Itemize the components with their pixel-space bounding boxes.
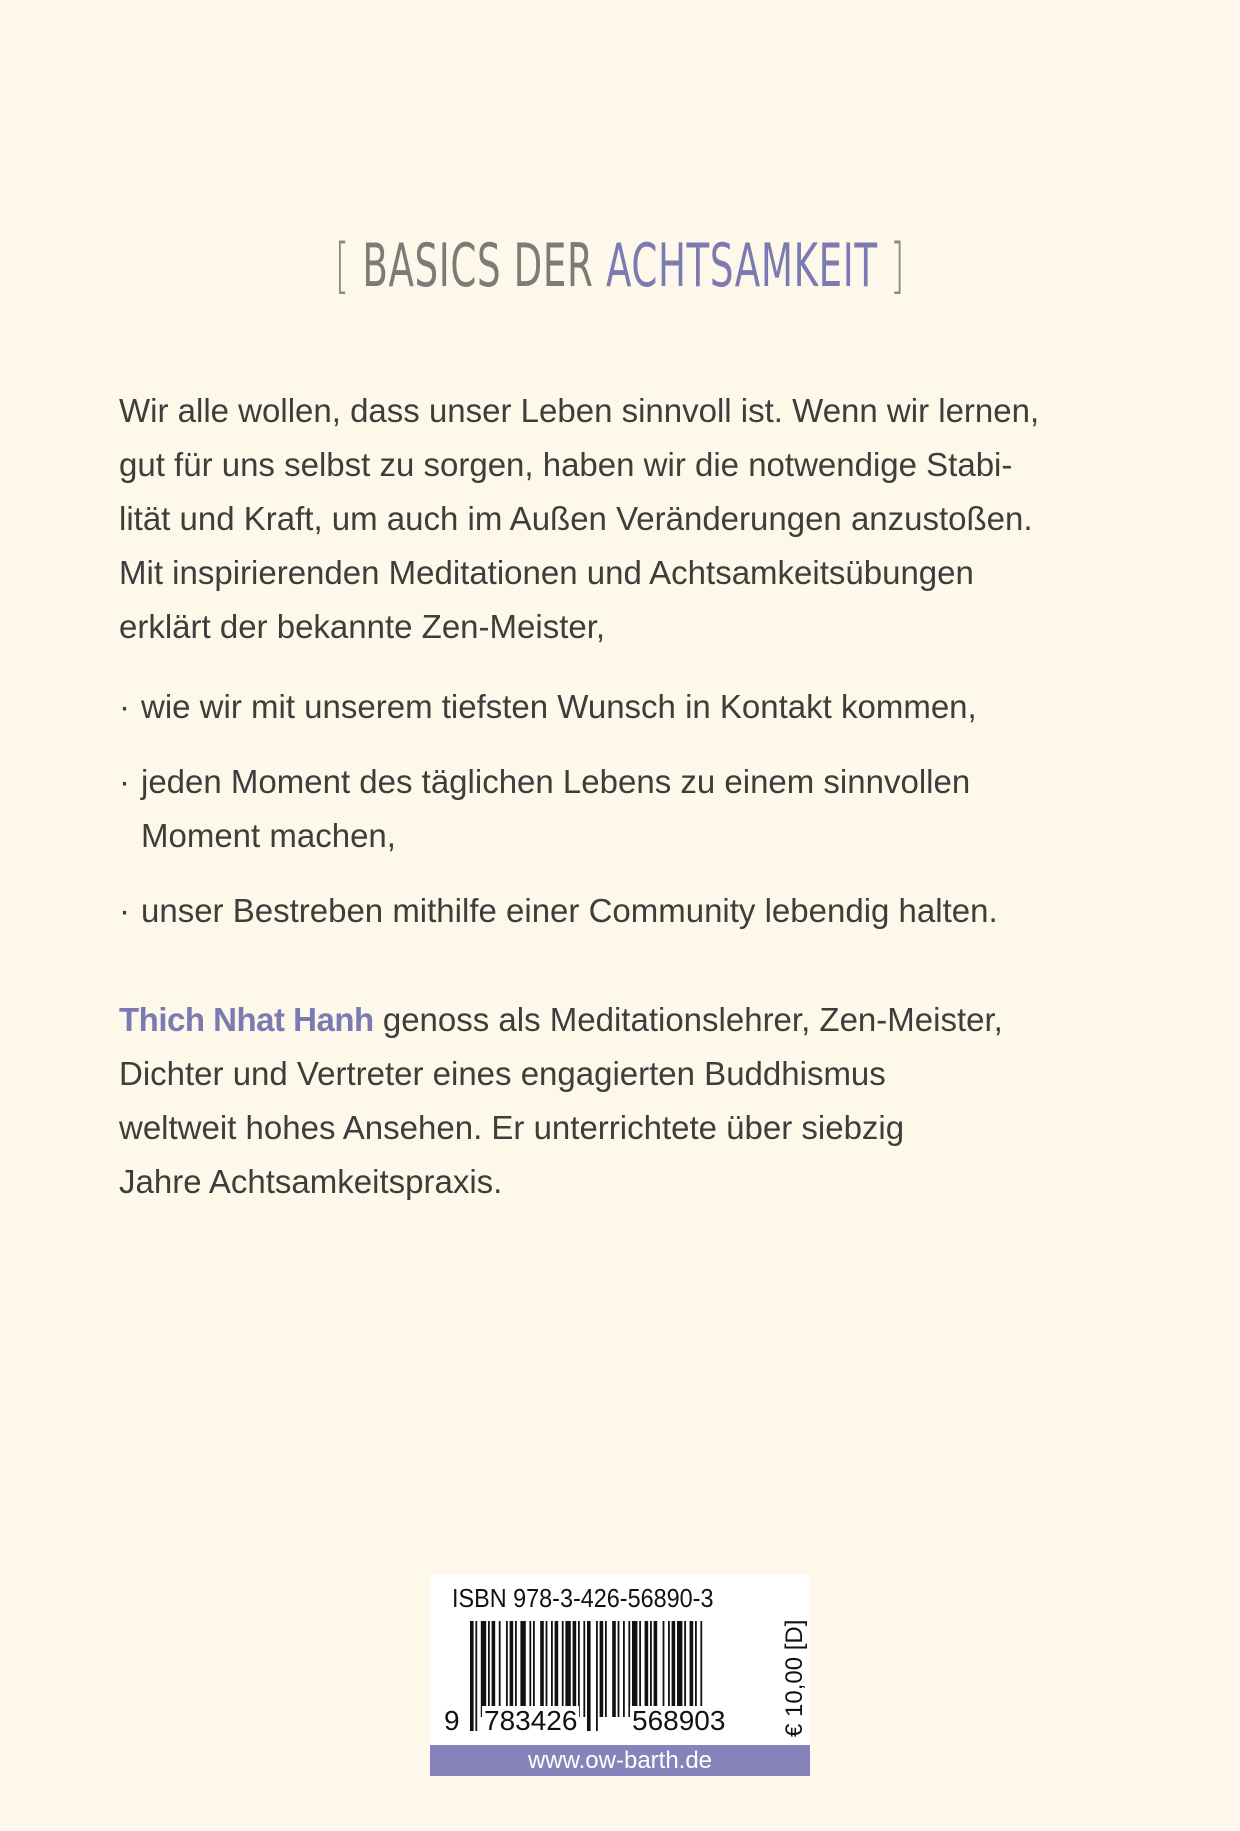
bullet-text: wie wir mit unserem tiefsten Wunsch in Kontakt kommen, — [141, 688, 977, 725]
author-name: Thich Nhat Hanh — [119, 1001, 374, 1038]
list-item — [119, 884, 1129, 938]
barcode-bar — [639, 1621, 641, 1717]
barcode-bar — [506, 1621, 508, 1717]
heading-close-bracket: ] — [890, 231, 906, 301]
barcode-bar — [612, 1621, 616, 1717]
barcode-bar — [663, 1621, 665, 1717]
barcode-bar — [551, 1621, 553, 1717]
heading-open-bracket: [ — [334, 231, 350, 301]
intro-paragraph — [119, 384, 1129, 654]
barcode-bar — [520, 1621, 525, 1717]
barcode-bar — [578, 1621, 580, 1717]
bio-line-rest: genoss als Meditationslehrer, Zen-Meister, — [373, 1001, 1003, 1038]
barcode-bar — [672, 1621, 676, 1717]
barcode-bar — [596, 1621, 598, 1731]
intro-line: Wir alle wollen, dass unser Leben sinnvoll ist. Wenn wir lernen, — [119, 392, 1040, 429]
bio-line: weltweit hohes Ansehen. Er unterrichtete über siebzig — [119, 1109, 905, 1146]
barcode-bar — [540, 1621, 544, 1717]
author-bio — [119, 993, 1129, 1209]
barcode-bar — [533, 1621, 535, 1717]
barcode-bar — [650, 1621, 652, 1717]
barcode-bar — [488, 1621, 490, 1717]
barcode-bar — [565, 1621, 570, 1717]
barcode-bar — [628, 1621, 630, 1717]
bullet-list — [119, 680, 1129, 959]
barcode-bar — [605, 1621, 607, 1717]
barcode-bar — [573, 1621, 577, 1717]
list-item — [119, 755, 1129, 863]
barcode-bar — [645, 1621, 649, 1717]
barcode-bar — [481, 1621, 486, 1717]
intro-line: gut für uns selbst zu sorgen, haben wir die notwendige Stabi- — [119, 446, 1013, 483]
barcode-bar — [684, 1621, 686, 1717]
intro-line: lität und Kraft, um auch im Außen Veränderungen anzustoßen. — [119, 500, 1033, 537]
bullet-text: unser Bestreben mithilfe einer Community lebendig halten. — [141, 892, 998, 929]
barcode-bar — [668, 1621, 670, 1717]
barcode-bar — [695, 1621, 697, 1717]
heading-part-basics: BASICS DER — [362, 231, 594, 301]
barcode-digits-left: 783426 — [484, 1705, 578, 1736]
list-item — [119, 680, 1129, 734]
barcode-first-digit: 9 — [444, 1705, 460, 1736]
barcode-bar — [562, 1621, 564, 1717]
bullet-dot: · — [119, 763, 130, 800]
barcode-bar — [475, 1621, 477, 1731]
bullet-text: jeden Moment des täglichen Lebens zu einem sinnvollen — [141, 763, 971, 800]
barcode-bar — [499, 1621, 501, 1717]
bio-line: Dichter und Vertreter eines engagierten Buddhismus — [119, 1055, 886, 1092]
barcode-bar — [600, 1621, 604, 1717]
barcode-digits-right: 568903 — [632, 1705, 726, 1736]
barcode-bar — [529, 1621, 531, 1717]
barcode-box — [430, 1575, 810, 1776]
barcode-bar — [690, 1621, 694, 1717]
barcode-bar — [546, 1621, 548, 1717]
barcode-bar — [700, 1621, 702, 1717]
barcode-bar — [510, 1621, 514, 1717]
bullet-text: Moment machen, — [141, 817, 396, 854]
bio-line: Jahre Achtsamkeitspraxis. — [119, 1163, 503, 1200]
publisher-url: www.ow-barth.de — [430, 1745, 810, 1776]
barcode-bar — [470, 1621, 474, 1731]
bullet-dot: · — [119, 688, 130, 725]
barcode-bar — [623, 1621, 625, 1717]
barcode-bar — [555, 1621, 559, 1717]
barcode-bar — [515, 1621, 517, 1717]
back-cover-heading — [236, 226, 1005, 306]
intro-line: Mit inspirierenden Meditationen und Achtsamkeitsübungen — [119, 554, 974, 591]
barcode-bar — [587, 1621, 591, 1731]
barcode-bar — [618, 1621, 620, 1717]
intro-line: erklärt der bekannte Zen-Meister, — [119, 608, 606, 645]
bio-line — [119, 993, 1129, 1047]
isbn-label: ISBN 978-3-426-56890-3 — [452, 1583, 714, 1613]
bullet-dot: · — [119, 892, 130, 929]
barcode-bar — [677, 1621, 682, 1717]
barcode-bar — [632, 1621, 637, 1717]
barcode-bar — [654, 1621, 658, 1717]
heading-part-achtsamkeit: ACHTSAMKEIT — [605, 231, 878, 301]
barcode-bar — [583, 1621, 585, 1717]
price-label: € 10,00 [D] — [781, 1619, 808, 1737]
barcode-bar — [492, 1621, 496, 1717]
